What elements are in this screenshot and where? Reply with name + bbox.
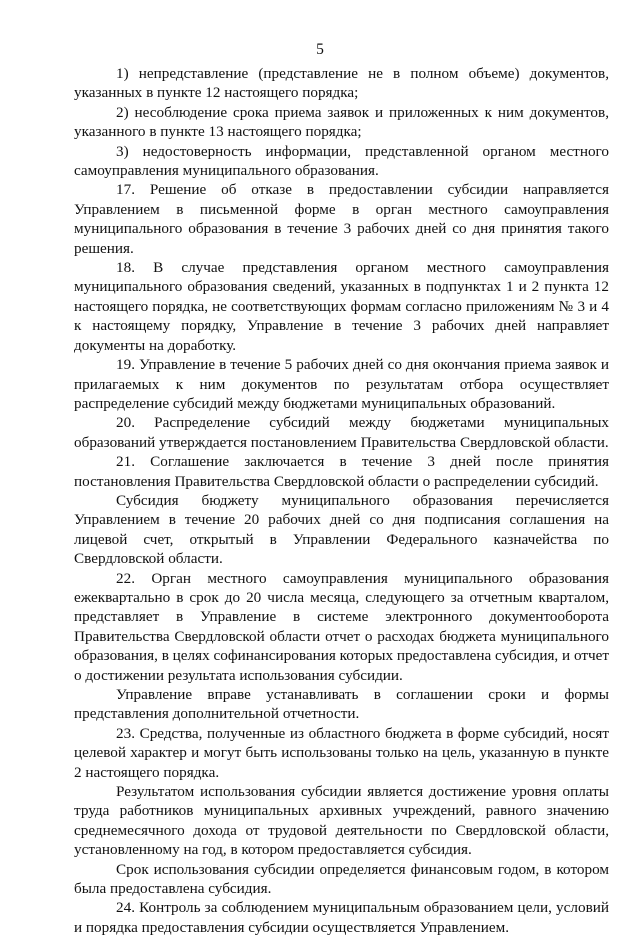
paragraph-23-result: Результатом использования субсидии является достижение уровня оплаты труда работников муниципальных архивных учреждений, равного значению среднемесячного дохода от трудовой деятельности по Свердловской области, установленному на год, в котором предоставляется субсидия. — [74, 783, 609, 859]
paragraph-item-1: 1) непредставление (представление не в полном объеме) документов, указанных в пункте 12 настоящего порядка; — [74, 65, 609, 102]
document-body — [74, 64, 609, 937]
paragraph-19: 19. Управление в течение 5 рабочих дней со дня окончания приема заявок и прилагаемых к ним документов по результатам отбора осуществляет распределение субсидий между бюджетами муниципальных образований. — [74, 356, 609, 412]
paragraph-24: 24. Контроль за соблюдением муниципальным образованием цели, условий и порядка предоставления субсидии осуществляется Управлением. — [74, 899, 609, 936]
paragraph-20: 20. Распределение субсидий между бюджетами муниципальных образований утверждается постановлением Правительства Свердловской области. — [74, 414, 609, 451]
paragraph-21: 21. Соглашение заключается в течение 3 дней после принятия постановления Правительства Свердловской области о распределении субсидий. — [74, 453, 609, 490]
paragraph-22: 22. Орган местного самоуправления муниципального образования ежеквартально в срок до 20 числа месяца, следующего за отчетным кварталом, представляет в Управление в системе электронного документооборота Правительства Свердловской области отчет о расходах бюджета муниципального образования, в целях софинансирования которых предоставлена субсидия, и отчет о достижении результата использования субсидии. — [74, 569, 609, 684]
paragraph-23: 23. Средства, полученные из областного бюджета в форме субсидий, носят целевой характер и могут быть использованы только на цель, указанную в пункте 2 настоящего порядка. — [74, 724, 609, 781]
paragraph-23-term: Срок использования субсидии определяется финансовым годом, в котором была предоставлена субсидия. — [74, 860, 609, 898]
paragraph-21-subsidy: Субсидия бюджету муниципального образования перечисляется Управлением в течение 20 рабочих дней со дня подписания соглашения на лицевой счет, открытый в Управлении Федерального казначейства по Свердловской области. — [74, 491, 609, 568]
paragraph-item-3: 3) недостоверность информации, представленной органом местного самоуправления муниципального образования. — [74, 142, 609, 180]
paragraph-17: 17. Решение об отказе в предоставлении субсидии направляется Управлением в письменной форме в орган местного самоуправления муниципального образования в течение 3 рабочих дней со дня принятия такого решения. — [74, 181, 609, 257]
paragraph-item-2: 2) несоблюдение срока приема заявок и приложенных к ним документов, указанного в пункте 13 настоящего порядка; — [74, 103, 609, 141]
paragraph-22-reporting: Управление вправе устанавливать в соглашении сроки и формы представления дополнительной отчетности. — [74, 686, 609, 723]
paragraph-18: 18. В случае представления органом местного самоуправления муниципального образования сведений, указанных в подпунктах 1 и 2 пункта 12 настоящего порядка, не соответствующих формам согласно приложениям № 3 и 4 к настоящему порядку, Управление в течение 3 рабочих дней направляет документы на доработку. — [74, 259, 609, 354]
page-number: 5 — [316, 41, 324, 58]
